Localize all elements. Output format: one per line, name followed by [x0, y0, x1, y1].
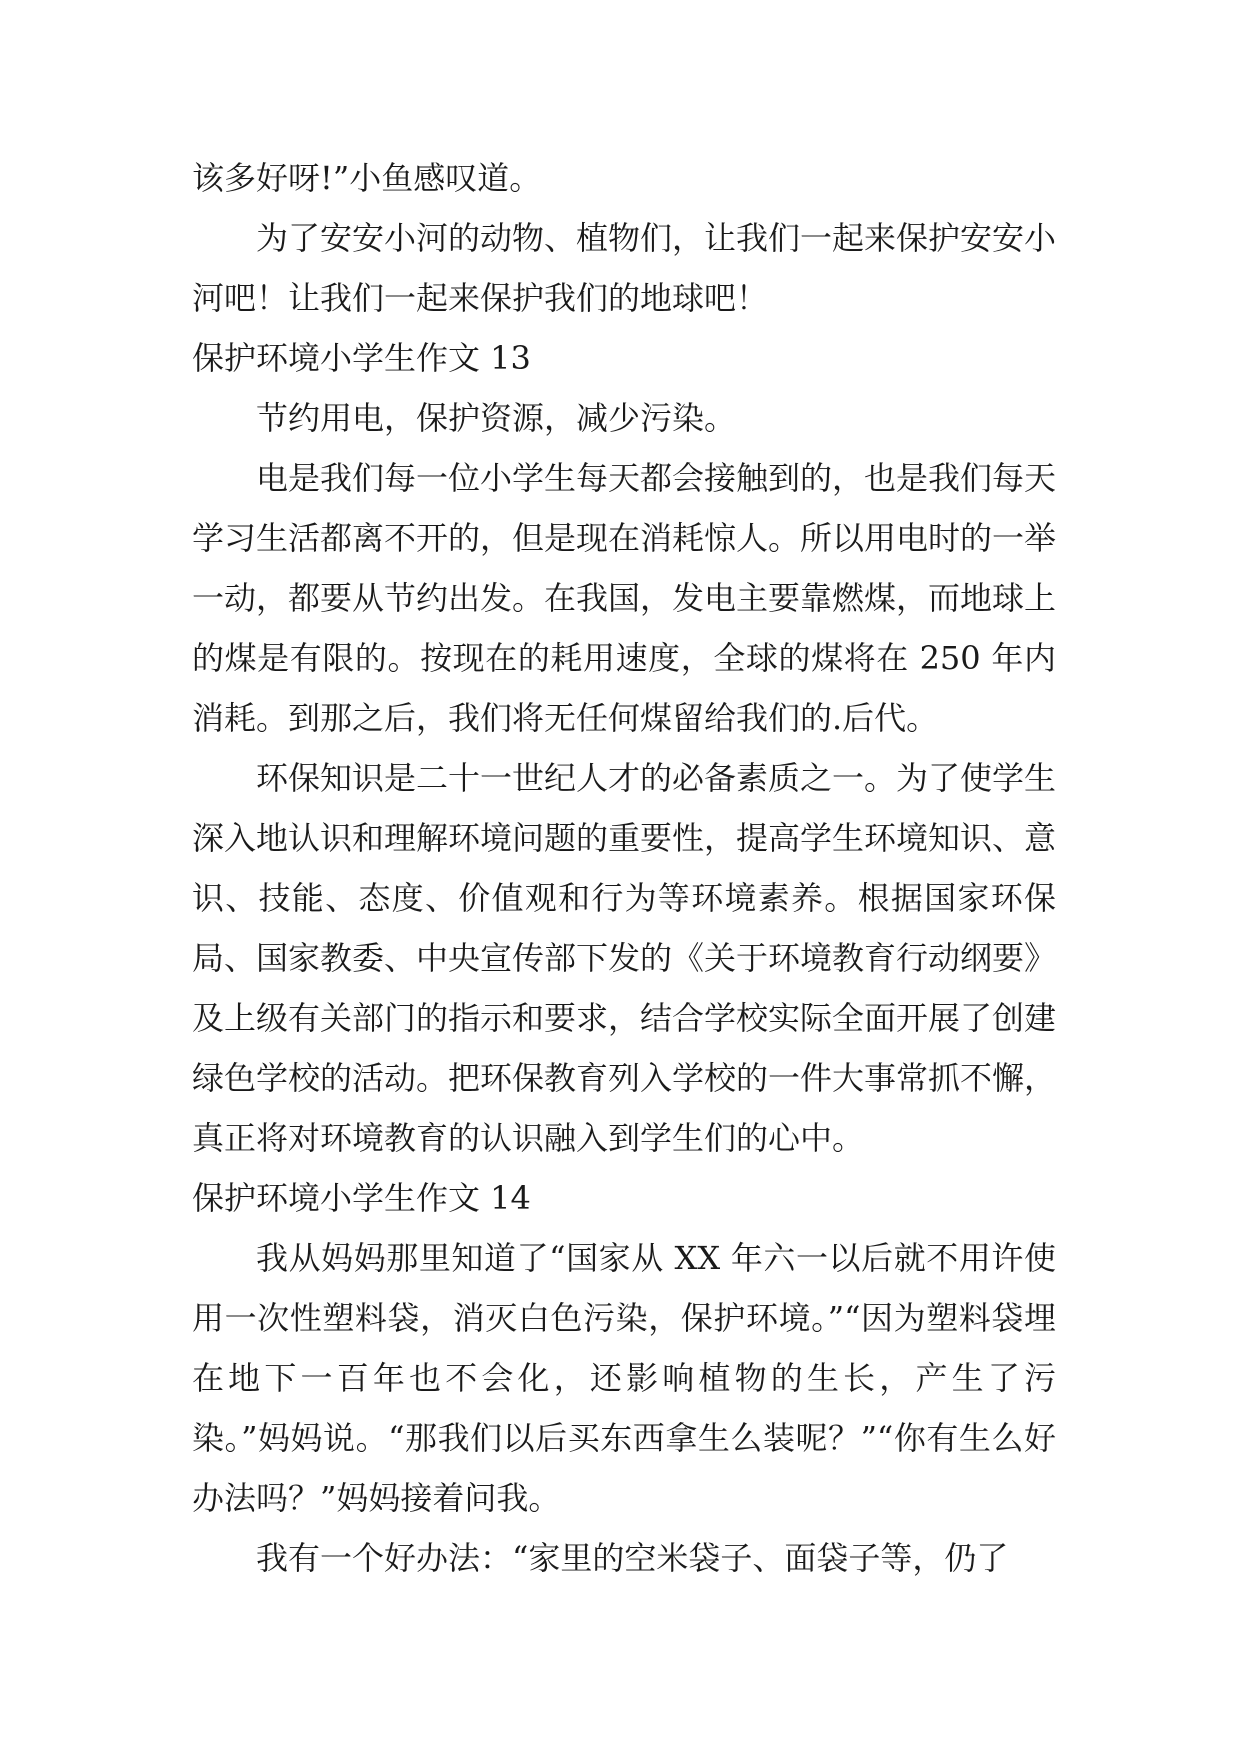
- paragraph: 该多好呀!”小鱼感叹道。: [192, 159, 542, 197]
- paragraph: 为了安安小河的动物、植物们，让我们一起来保护安安小河吧！让我们一起来保护我们的地球吧！: [192, 219, 1057, 317]
- section-heading: 保护环境小学生作文 14: [192, 1179, 531, 1217]
- paragraph: 我有一个好办法：“家里的空米袋子、面袋子等，仍了: [256, 1539, 1009, 1577]
- paragraph: 环保知识是二十一世纪人才的必备素质之一。为了使学生深入地认识和理解环境问题的重要性，提高学生环境知识、意识、技能、态度、价值观和行为等环境素养。根据国家环保局、国家教委、中央宣传部下发的《关于环境教育行动纲要》及上级有关部门的指示和要求，结合学校实际全面开展了创建绿色学校的活动。把环保教育列入学校的一件大事常抓不懈，真正将对环境教育的认识融入到学生们的心中。: [192, 759, 1057, 1157]
- paragraph: 电是我们每一位小学生每天都会接触到的，也是我们每天学习生活都离不开的，但是现在消耗惊人。所以用电时的一举一动，都要从节约出发。在我国，发电主要靠燃煤，而地球上的煤是有限的。按现在的耗用速度，全球的煤将在 250 年内消耗。到那之后，我们将无任何煤留给我们的.后代。: [192, 459, 1057, 737]
- document-page: [192, 148, 1056, 1588]
- section-heading: 保护环境小学生作文 13: [192, 339, 531, 377]
- paragraph: 节约用电，保护资源，减少污染。: [256, 399, 737, 437]
- paragraph: 我从妈妈那里知道了“国家从 XX 年六一以后就不用许使用一次性塑料袋，消灭白色污染，保护环境。”“因为塑料袋埋在地下一百年也不会化，还影响植物的生长，产生了污染。”妈妈说。“那我们以后买东西拿生么装呢？”“你有生么好办法吗？”妈妈接着问我。: [192, 1239, 1056, 1517]
